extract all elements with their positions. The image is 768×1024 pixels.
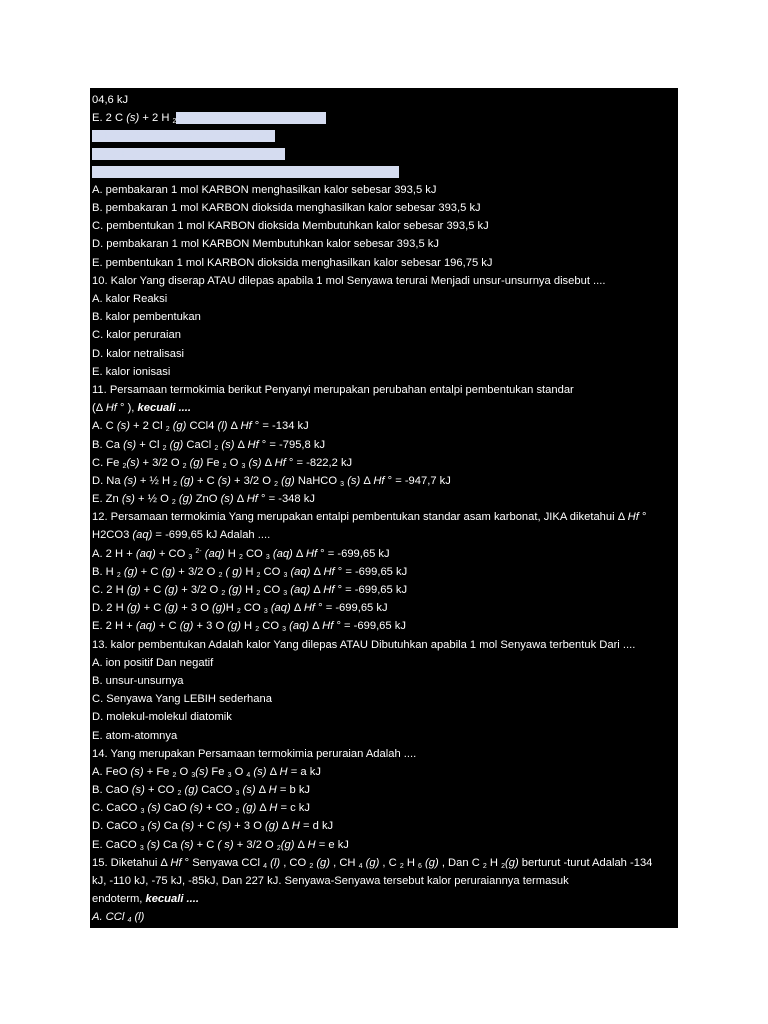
option-line: B. Ca (s) + Cl $_2$ (g) CaCl $_2$ (s) Δ Hf ° = -795,8 kJ	[92, 439, 326, 452]
option-line: D. CaCO $_3$ (s) Ca (s) + C (s) + 3 O (g) Δ H = d kJ	[92, 820, 334, 833]
question-15: 15. Diketahui Δ Hf ° Senyawa CCl $_4$ (l) , CO $_2$ (g) , CH $_4$ (g) , C $_2$ H $_6$ (g) , Dan C $_2$ H $_2$(g) berturut -turut Adalah -134	[92, 857, 653, 870]
option-line: C. pembentukan 1 mol KARBON dioksida Membutuhkan kalor sebesar 393,5 kJ	[92, 220, 489, 232]
question-9-prompt: Pernyataan yang Benar Dari Reaksi di differences Adalah ....	[92, 165, 399, 179]
option-line: A. CCl $_4$ (l)	[92, 911, 145, 924]
option-line: A. pembakaran 1 mol KARBON menghasilkan kalor sebesar 393,5 kJ	[92, 184, 437, 196]
option-line: B. kalor pembentukan	[92, 311, 201, 323]
question-12: 12. Persamaan termokimia Yang merupakan entalpi pembentukan standar asam karbonat, JIKA diketahui Δ Hf °	[92, 511, 647, 523]
question-15-cont: endoterm, kecuali ....	[92, 893, 199, 905]
option-line: A. FeO (s) + Fe $_2$ O $_3$(s) Fe $_3$ O $_4$ (s) Δ H = a kJ	[92, 766, 321, 779]
option-line: E. CaCO $_3$ (s) Ca (s) + C ( s) + 3/2 O $_2$(g) Δ H = e kJ	[92, 839, 349, 852]
option-line: C. CaCO $_3$ (s) CaO (s) + CO $_2$ (g) Δ H = c kJ	[92, 802, 310, 815]
option-line: B. CaO (s) + CO $_2$ (g) CaCO $_3$ (s) Δ H = b kJ	[92, 784, 311, 797]
option-line: E. 2 H + (aq) + C (g) + 3 O (g) H $_2$ CO $_3$ (aq) Δ Hf ° = -699,65 kJ	[92, 620, 406, 633]
option-line: C. Senyawa Yang LEBIH sederhana	[92, 693, 272, 705]
option-line: A. kalor Reaksi	[92, 293, 168, 305]
option-line: B. H $_2$ (g) + C (g) + 3/2 O $_2$ ( g) H $_2$ CO $_3$ (aq) Δ Hf ° = -699,65 kJ	[92, 566, 408, 579]
text-line: 04,6 kJ	[92, 94, 129, 106]
question-14: 14. Yang merupakan Persamaan termokimia peruraian Adalah ....	[92, 748, 417, 760]
option-line: B. unsur-unsurnya	[92, 675, 184, 687]
question-12-cont: H2CO3 (aq) = -699,65 kJ Adalah ....	[92, 529, 271, 541]
equation-line: C (s) + O $_2$ (g) CO $_2$ (g) Δ H = -393,5 kJ	[92, 148, 286, 161]
option-line: E. kalor ionisasi	[92, 366, 171, 378]
option-line: A. 2 H + (aq) + CO $_3$ $^{2-}$ (aq) H $_2$ CO $_3$ (aq) Δ Hf ° = -699,65 kJ	[92, 548, 390, 561]
option-line: C. 2 H (g) + C (g) + 3/2 O $_2$ (g) H $_2$ CO $_3$ (aq) Δ Hf ° = -699,65 kJ	[92, 584, 408, 597]
question-10: 10. Kalor Yang diserap ATAU dilepas apabila 1 mol Senyawa terurai Menjadi unsur-unsurnya disebut ....	[92, 275, 606, 287]
document-page	[90, 88, 678, 928]
equation-line: E. 2 C (s) + 2 H $_2$(g) C $_2$ H $_4$ (g) Δ H = +104,6 kJ	[92, 112, 327, 125]
option-line: C. Fe $_2$(s) + 3/2 O $_2$ (g) Fe $_2$ O $_3$ (s) Δ Hf ° = -822,2 kJ	[92, 457, 353, 470]
option-line: A. C (s) + 2 Cl $_2$ (g) CCl4 (l) Δ Hf ° = -134 kJ	[92, 420, 309, 433]
question-11-cont: (Δ Hf ° ), kecuali ....	[92, 402, 192, 414]
option-line: D. molekul-molekul diatomik	[92, 711, 232, 723]
option-line: A. ion positif Dan negatif	[92, 657, 214, 669]
option-line: D. pembakaran 1 mol KARBON Membutuhkan kalor sebesar 393,5 kJ	[92, 238, 439, 250]
option-line: E. Zn (s) + ½ O $_2$ (g) ZnO (s) Δ Hf ° = -348 kJ	[92, 493, 315, 506]
question-15-cont: kJ, -110 kJ, -75 kJ, -85kJ, Dan 227 kJ. Senyawa-Senyawa tersebut kalor peruraiannya termasuk	[92, 875, 569, 887]
option-line: D. kalor netralisasi	[92, 348, 185, 360]
option-line: E. pembentukan 1 mol KARBON dioksida menghasilkan kalor sebesar 196,75 kJ	[92, 257, 493, 269]
question-9-heading: 9. Diketahui Persamaan termokimia :	[92, 130, 276, 142]
question-13: 13. kalor pembentukan Adalah kalor Yang dilepas ATAU Dibutuhkan apabila 1 mol Senyawa terbentuk Dari ....	[92, 639, 636, 651]
option-line: D. 2 H (g) + C (g) + 3 O (g)H $_2$ CO $_3$ (aq) Δ Hf ° = -699,65 kJ	[92, 602, 388, 615]
option-line: E. atom-atomnya	[92, 730, 178, 742]
option-line: D. Na (s) + ½ H $_2$ (g) + C (s) + 3/2 O $_2$ (g) NaHCO $_3$ (s) Δ Hf ° = -947,7 kJ	[92, 475, 451, 488]
option-line: B. pembakaran 1 mol KARBON dioksida menghasilkan kalor sebesar 393,5 kJ	[92, 202, 481, 214]
question-11: 11. Persamaan termokimia berikut Penyanyi merupakan perubahan entalpi pembentukan standar	[92, 384, 574, 396]
option-line: C. kalor peruraian	[92, 329, 181, 341]
